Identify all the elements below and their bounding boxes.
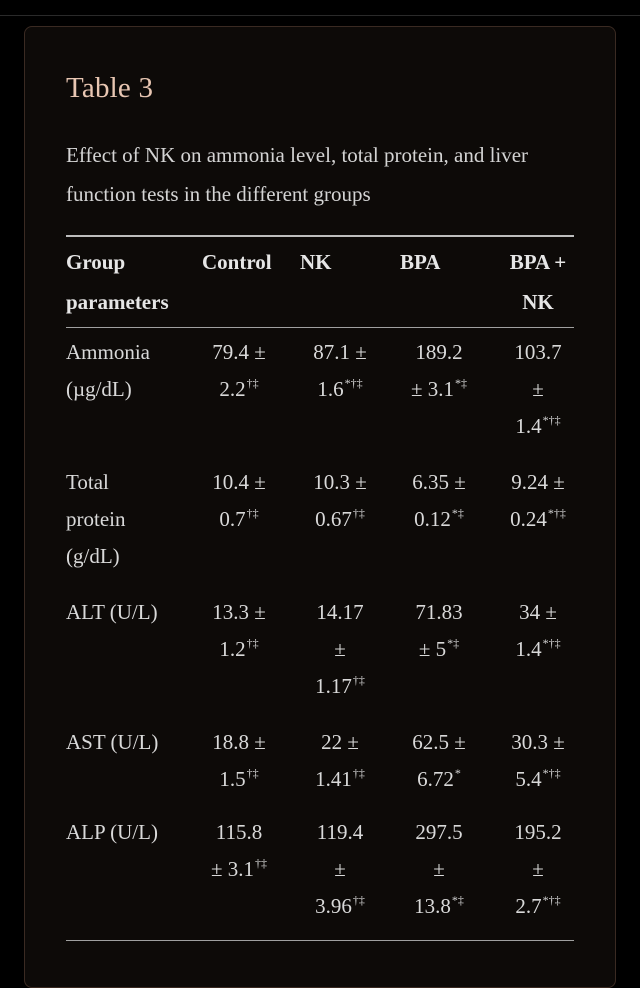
header-group-line2: parameters bbox=[66, 290, 169, 314]
cell-bpa bbox=[398, 464, 480, 538]
cell-bpa-nk bbox=[498, 334, 578, 445]
significance-marker: †‡ bbox=[352, 766, 365, 780]
cell-value: ± 3.1 bbox=[410, 377, 455, 401]
cell-bpa-nk bbox=[498, 464, 578, 538]
significance-marker: *‡ bbox=[451, 893, 464, 907]
cell-line bbox=[200, 334, 278, 371]
significance-marker: †‡ bbox=[352, 506, 365, 520]
cell-value: 1.4 bbox=[515, 637, 542, 661]
cell-value: 87.1 ± bbox=[313, 340, 367, 364]
cell-line bbox=[398, 631, 480, 668]
cell-value: 9.24 ± bbox=[511, 470, 565, 494]
cell-value: 119.4 bbox=[316, 820, 364, 844]
significance-marker: *‡ bbox=[447, 636, 460, 650]
significance-marker: †‡ bbox=[352, 673, 365, 687]
cell-line bbox=[300, 501, 380, 538]
row-label-line: (g/dL) bbox=[66, 544, 120, 568]
cell-line bbox=[300, 814, 380, 851]
cell-value: 0.12 bbox=[414, 507, 451, 531]
cell-line bbox=[200, 464, 278, 501]
header-bpa-nk bbox=[498, 242, 578, 322]
cell-value: 62.5 ± bbox=[412, 730, 466, 754]
significance-marker: †‡ bbox=[352, 893, 365, 907]
header-group-line1: Group bbox=[66, 250, 126, 274]
cell-line bbox=[200, 631, 278, 668]
cell-value: ± bbox=[532, 857, 544, 881]
cell-value: 1.17 bbox=[315, 674, 352, 698]
cell-line bbox=[498, 464, 578, 501]
cell-line bbox=[498, 334, 578, 371]
cell-line bbox=[398, 851, 480, 888]
cell-value: 1.6 bbox=[317, 377, 344, 401]
header-bottom-rule bbox=[66, 327, 574, 328]
significance-marker: *‡ bbox=[451, 506, 464, 520]
cell-line bbox=[200, 594, 278, 631]
table-bottom-rule bbox=[66, 940, 574, 941]
significance-marker: * bbox=[454, 766, 461, 780]
cell-line bbox=[398, 888, 480, 925]
cell-line bbox=[300, 761, 380, 798]
cell-line bbox=[398, 464, 480, 501]
cell-value: 0.67 bbox=[315, 507, 352, 531]
header-group bbox=[66, 242, 169, 322]
cell-value: 1.2 bbox=[219, 637, 246, 661]
significance-marker: *†‡ bbox=[542, 893, 561, 907]
cell-line bbox=[200, 814, 278, 851]
significance-marker: *†‡ bbox=[542, 413, 561, 427]
significance-marker: †‡ bbox=[246, 766, 259, 780]
cell-line bbox=[398, 371, 480, 408]
cell-line bbox=[300, 334, 380, 371]
cell-value: 18.8 ± bbox=[212, 730, 266, 754]
cell-control bbox=[200, 814, 278, 888]
cell-value: ± 5 bbox=[418, 637, 447, 661]
significance-marker: †‡ bbox=[246, 376, 259, 390]
cell-line bbox=[398, 594, 480, 631]
cell-line bbox=[200, 501, 278, 538]
cell-control bbox=[200, 334, 278, 408]
cell-control bbox=[200, 594, 278, 668]
cell-bpa-nk bbox=[498, 814, 578, 925]
cell-line bbox=[300, 631, 380, 668]
table-top-rule bbox=[66, 235, 574, 237]
cell-nk bbox=[300, 814, 380, 925]
cell-line bbox=[300, 851, 380, 888]
cell-line bbox=[498, 761, 578, 798]
cell-line bbox=[200, 371, 278, 408]
cell-line bbox=[300, 888, 380, 925]
cell-bpa-nk bbox=[498, 594, 578, 668]
cell-value: 195.2 bbox=[514, 820, 562, 844]
cell-value: 34 ± bbox=[519, 600, 557, 624]
cell-nk bbox=[300, 334, 380, 408]
cell-line bbox=[200, 724, 278, 761]
cell-line bbox=[300, 371, 380, 408]
cell-line bbox=[398, 814, 480, 851]
cell-value: 6.35 ± bbox=[412, 470, 466, 494]
cell-bpa bbox=[398, 594, 480, 668]
cell-value: 1.5 bbox=[219, 767, 246, 791]
row-label-line: Total bbox=[66, 470, 109, 494]
cell-value: 6.72 bbox=[417, 767, 454, 791]
cell-line bbox=[498, 501, 578, 538]
header-bpa-nk-line1: BPA + bbox=[509, 250, 567, 274]
row-label-line: ALP (U/L) bbox=[66, 820, 158, 844]
row-label bbox=[66, 334, 150, 408]
cell-line bbox=[300, 464, 380, 501]
row-label bbox=[66, 464, 125, 575]
cell-control bbox=[200, 464, 278, 538]
cell-bpa bbox=[398, 724, 480, 798]
cell-value: 5.4 bbox=[515, 767, 542, 791]
row-label-line: (µg/dL) bbox=[66, 377, 132, 401]
significance-marker: †‡ bbox=[246, 636, 259, 650]
cell-value: ± bbox=[334, 637, 346, 661]
significance-marker: *†‡ bbox=[344, 376, 363, 390]
header-bpa-nk-line2: NK bbox=[522, 290, 554, 314]
significance-marker: †‡ bbox=[255, 856, 268, 870]
cell-bpa-nk bbox=[498, 724, 578, 798]
cell-value: 71.83 bbox=[415, 600, 463, 624]
cell-control bbox=[200, 724, 278, 798]
top-divider bbox=[0, 15, 640, 16]
cell-value: 103.7 bbox=[514, 340, 562, 364]
cell-line bbox=[200, 761, 278, 798]
cell-value: ± bbox=[532, 377, 544, 401]
cell-value: ± bbox=[334, 857, 346, 881]
cell-bpa bbox=[398, 334, 480, 408]
cell-line bbox=[498, 408, 578, 445]
cell-line bbox=[200, 851, 278, 888]
cell-value: 10.4 ± bbox=[212, 470, 266, 494]
cell-value: 2.7 bbox=[515, 894, 542, 918]
cell-nk bbox=[300, 464, 380, 538]
cell-value: 297.5 bbox=[415, 820, 463, 844]
cell-value: 2.2 bbox=[219, 377, 246, 401]
cell-line bbox=[498, 594, 578, 631]
cell-value: 79.4 ± bbox=[212, 340, 266, 364]
cell-value: 22 ± bbox=[321, 730, 359, 754]
cell-line bbox=[498, 631, 578, 668]
cell-line bbox=[398, 761, 480, 798]
row-label-line: AST (U/L) bbox=[66, 730, 159, 754]
cell-value: ± bbox=[433, 857, 445, 881]
cell-value: 10.3 ± bbox=[313, 470, 367, 494]
row-label bbox=[66, 814, 158, 851]
table-title: Table 3 bbox=[66, 72, 154, 104]
cell-bpa bbox=[398, 814, 480, 925]
cell-line bbox=[398, 334, 480, 371]
cell-value: 115.8 bbox=[215, 820, 263, 844]
cell-line bbox=[498, 888, 578, 925]
significance-marker: *‡ bbox=[455, 376, 468, 390]
cell-line bbox=[498, 724, 578, 761]
cell-line bbox=[300, 724, 380, 761]
cell-value: 1.41 bbox=[315, 767, 352, 791]
cell-value: 14.17 bbox=[316, 600, 364, 624]
cell-line bbox=[300, 668, 380, 705]
cell-value: 30.3 ± bbox=[511, 730, 565, 754]
header-bpa: BPA bbox=[400, 250, 441, 274]
cell-line bbox=[498, 814, 578, 851]
cell-nk bbox=[300, 594, 380, 705]
cell-value: 3.96 bbox=[315, 894, 352, 918]
cell-line bbox=[398, 724, 480, 761]
cell-value: 0.24 bbox=[510, 507, 547, 531]
cell-value: 13.8 bbox=[414, 894, 451, 918]
header-control: Control bbox=[202, 250, 272, 274]
cell-value: ± 3.1 bbox=[210, 857, 255, 881]
table-caption: Effect of NK on ammonia level, total protein, and liver function tests in the different groups bbox=[66, 143, 529, 206]
row-label bbox=[66, 724, 158, 761]
cell-line bbox=[498, 851, 578, 888]
row-label-line: protein bbox=[66, 507, 126, 531]
cell-line bbox=[398, 501, 480, 538]
row-label-line: ALT (U/L) bbox=[66, 600, 158, 624]
cell-line bbox=[300, 594, 380, 631]
row-label-line: Ammonia bbox=[66, 340, 150, 364]
cell-value: 13.3 ± bbox=[212, 600, 266, 624]
significance-marker: *†‡ bbox=[542, 766, 561, 780]
row-label bbox=[66, 594, 158, 631]
significance-marker: *†‡ bbox=[542, 636, 561, 650]
cell-line bbox=[498, 371, 578, 408]
cell-value: 0.7 bbox=[219, 507, 246, 531]
cell-value: 189.2 bbox=[415, 340, 463, 364]
header-nk: NK bbox=[300, 250, 332, 274]
cell-value: 1.4 bbox=[515, 414, 542, 438]
significance-marker: †‡ bbox=[246, 506, 259, 520]
significance-marker: *†‡ bbox=[547, 506, 566, 520]
cell-nk bbox=[300, 724, 380, 798]
